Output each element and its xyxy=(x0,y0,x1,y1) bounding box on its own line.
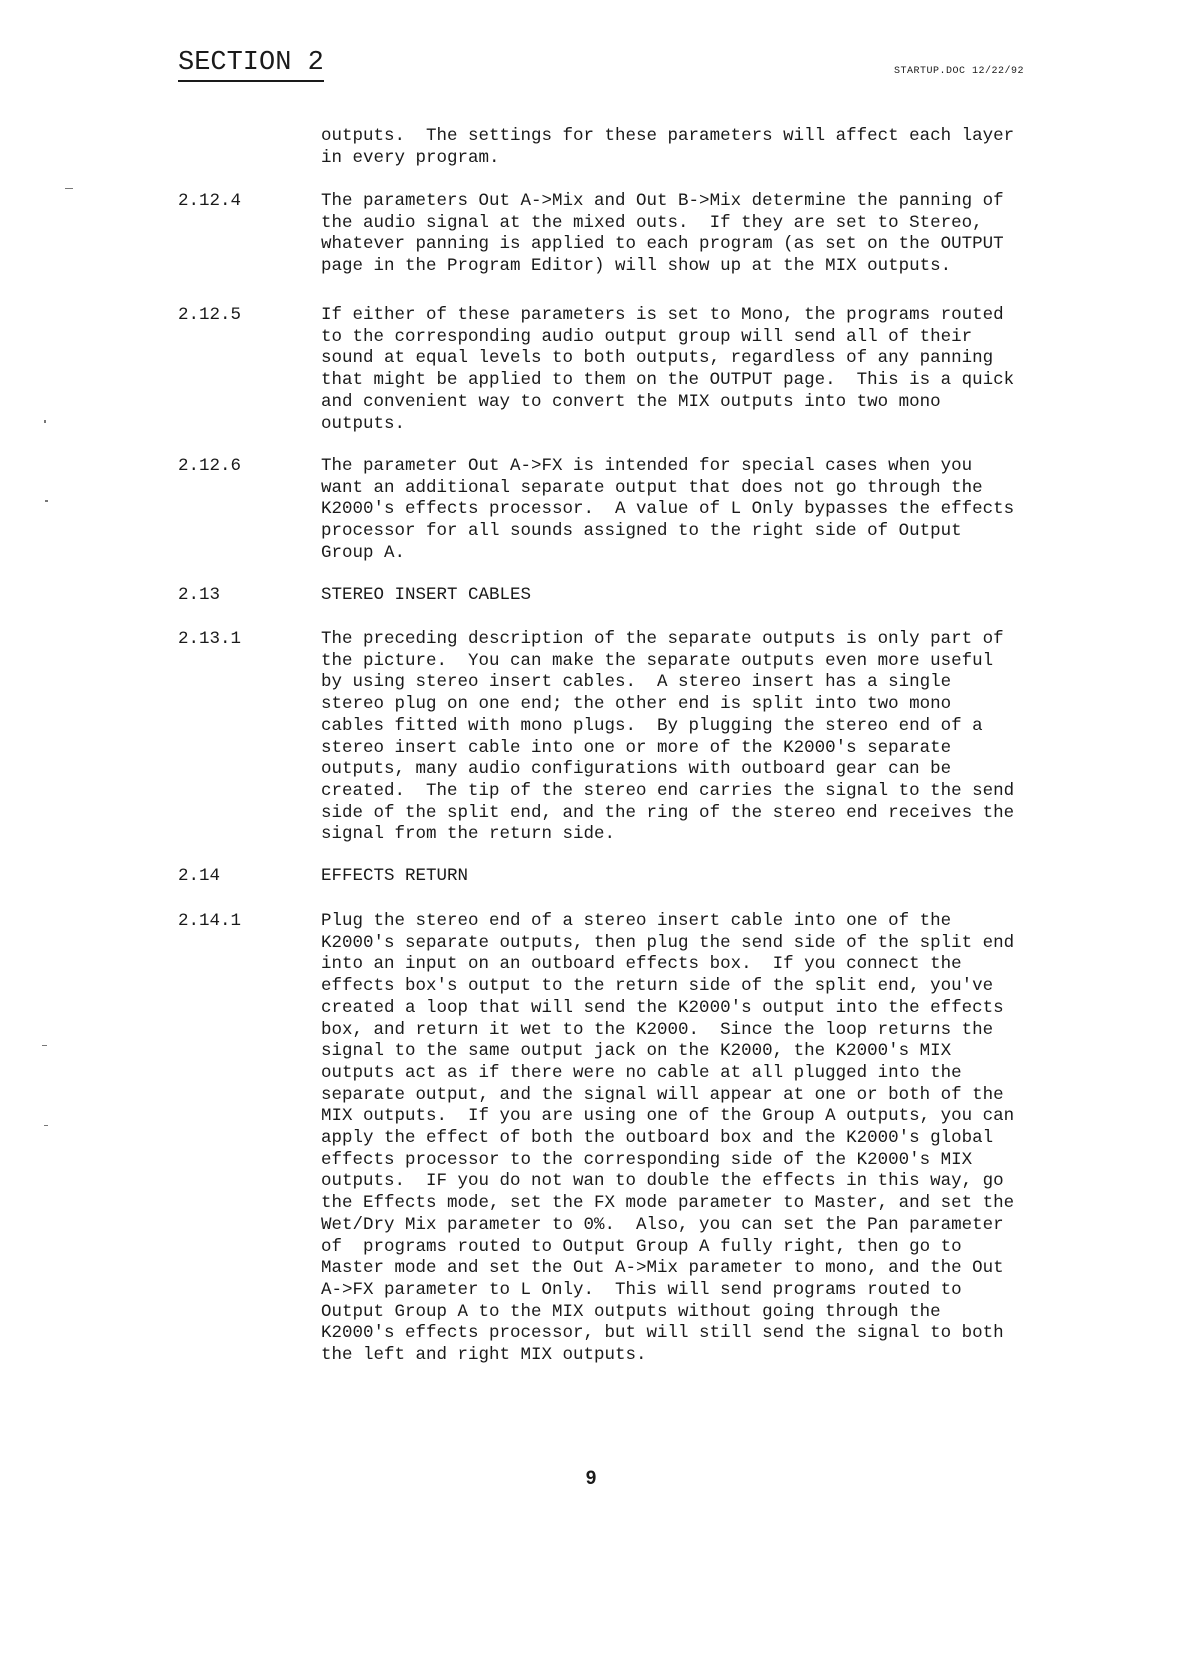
text-line: outputs, many audio configurations with outboard gear can be xyxy=(321,759,952,780)
text-line: and convenient way to convert the MIX outputs into two mono xyxy=(321,391,941,412)
text-line: created a loop that will send the K2000's output into the effects xyxy=(321,997,1004,1018)
text-line: Group A. xyxy=(321,542,406,563)
section-title: SECTION 2 xyxy=(178,48,324,82)
paragraph-number: 2.13 xyxy=(178,585,221,605)
paragraph-text xyxy=(321,911,1131,1367)
paragraph-number: 2.13.1 xyxy=(178,629,242,649)
text-line: The parameter Out A->FX is intended for special cases when you xyxy=(321,456,973,476)
text-line: Master mode and set the Out A->Mix parameter to mono, and the Out xyxy=(321,1258,1004,1279)
text-line: effects box's output to the return side of the split end, you've xyxy=(321,976,994,997)
text-line: that might be applied to them on the OUTPUT page. This is a quick xyxy=(321,370,1015,391)
text-line: effects processor to the corresponding side of the K2000's MIX xyxy=(321,1149,973,1170)
text-line: the left and right MIX outputs. xyxy=(321,1345,647,1366)
text-line: side of the split end, and the ring of the stereo end receives the xyxy=(321,802,1015,823)
text-line: outputs. IF you do not wan to double the effects in this way, go xyxy=(321,1171,1004,1192)
paragraph-number: 2.12.5 xyxy=(178,305,242,325)
text-line: page in the Program Editor) will show up at the MIX outputs. xyxy=(321,256,952,277)
text-line: processor for all sounds assigned to the right side of Output xyxy=(321,521,962,542)
paragraph-text xyxy=(321,456,1131,565)
text-line: into an input on an outboard effects box. If you connect the xyxy=(321,954,962,975)
paragraph-number: 2.14.1 xyxy=(178,911,242,931)
scan-speck xyxy=(44,420,46,423)
text-line: STEREO INSERT CABLES xyxy=(321,585,532,605)
text-line: If either of these parameters is set to Mono, the programs routed xyxy=(321,305,1004,325)
text-line: K2000's effects processor, but will still send the signal to both xyxy=(321,1323,1004,1344)
scan-speck xyxy=(45,500,48,502)
text-line: sound at equal levels to both outputs, regardless of any panning xyxy=(321,348,994,369)
paragraph-text xyxy=(321,585,1131,607)
text-line: The parameters Out A->Mix and Out B->Mix determine the panning of xyxy=(321,191,1004,211)
text-line: in every program. xyxy=(321,147,500,168)
scan-speck xyxy=(65,188,73,189)
text-line: the Effects mode, set the FX mode parameter to Master, and set the xyxy=(321,1193,1015,1214)
paragraph-text xyxy=(321,191,1131,278)
text-line: A->FX parameter to L Only. This will send programs routed to xyxy=(321,1279,962,1300)
paragraph-text xyxy=(321,629,1131,846)
text-line: created. The tip of the stereo end carries the signal to the send xyxy=(321,780,1015,801)
text-line: separate output, and the signal will appear at one or both of the xyxy=(321,1084,1004,1105)
scan-speck xyxy=(44,1125,48,1126)
text-line: signal to the same output jack on the K2000, the K2000's MIX xyxy=(321,1041,952,1062)
text-line: cables fitted with mono plugs. By plugging the stereo end of a xyxy=(321,715,983,736)
text-line: of programs routed to Output Group A fully right, then go to xyxy=(321,1236,962,1257)
text-line: K2000's separate outputs, then plug the send side of the split end xyxy=(321,932,1015,953)
document-info: STARTUP.DOC 12/22/92 xyxy=(894,66,1025,77)
text-line: the picture. You can make the separate outputs even more useful xyxy=(321,650,994,671)
paragraph-text xyxy=(321,126,1131,169)
paragraph-number: 2.14 xyxy=(178,866,221,886)
scan-speck xyxy=(42,1045,47,1046)
page-number: 9 xyxy=(585,1468,597,1489)
text-line: The preceding description of the separate outputs is only part of xyxy=(321,629,1004,649)
text-line: Output Group A to the MIX outputs without going through the xyxy=(321,1301,941,1322)
text-line: outputs. xyxy=(321,413,406,434)
text-line: outputs act as if there were no cable at all plugged into the xyxy=(321,1062,962,1083)
text-line: apply the effect of both the outboard box and the K2000's global xyxy=(321,1128,994,1149)
text-line: signal from the return side. xyxy=(321,824,616,845)
text-line: EFFECTS RETURN xyxy=(321,866,469,886)
text-line: outputs. The settings for these parameters will affect each layer xyxy=(321,126,1015,146)
text-line: K2000's effects processor. A value of L Only bypasses the effects xyxy=(321,499,1015,520)
text-line: stereo insert cable into one or more of the K2000's separate xyxy=(321,737,952,758)
text-line: by using stereo insert cables. A stereo insert has a single xyxy=(321,672,952,693)
paragraph-text xyxy=(321,305,1131,435)
text-line: stereo plug on one end; the other end is split into two mono xyxy=(321,694,952,715)
text-line: to the corresponding audio output group will send all of their xyxy=(321,326,973,347)
text-line: the audio signal at the mixed outs. If they are set to Stereo, xyxy=(321,212,983,233)
paragraph-number: 2.12.4 xyxy=(178,191,242,211)
text-line: MIX outputs. If you are using one of the Group A outputs, you can xyxy=(321,1106,1015,1127)
paragraph-text xyxy=(321,866,1131,888)
text-line: whatever panning is applied to each program (as set on the OUTPUT xyxy=(321,234,1004,255)
paragraph-number: 2.12.6 xyxy=(178,456,242,476)
text-line: want an additional separate output that does not go through the xyxy=(321,477,983,498)
text-line: Plug the stereo end of a stereo insert cable into one of the xyxy=(321,911,952,931)
text-line: box, and return it wet to the K2000. Since the loop returns the xyxy=(321,1019,994,1040)
text-line: Wet/Dry Mix parameter to 0%. Also, you can set the Pan parameter xyxy=(321,1214,1004,1235)
